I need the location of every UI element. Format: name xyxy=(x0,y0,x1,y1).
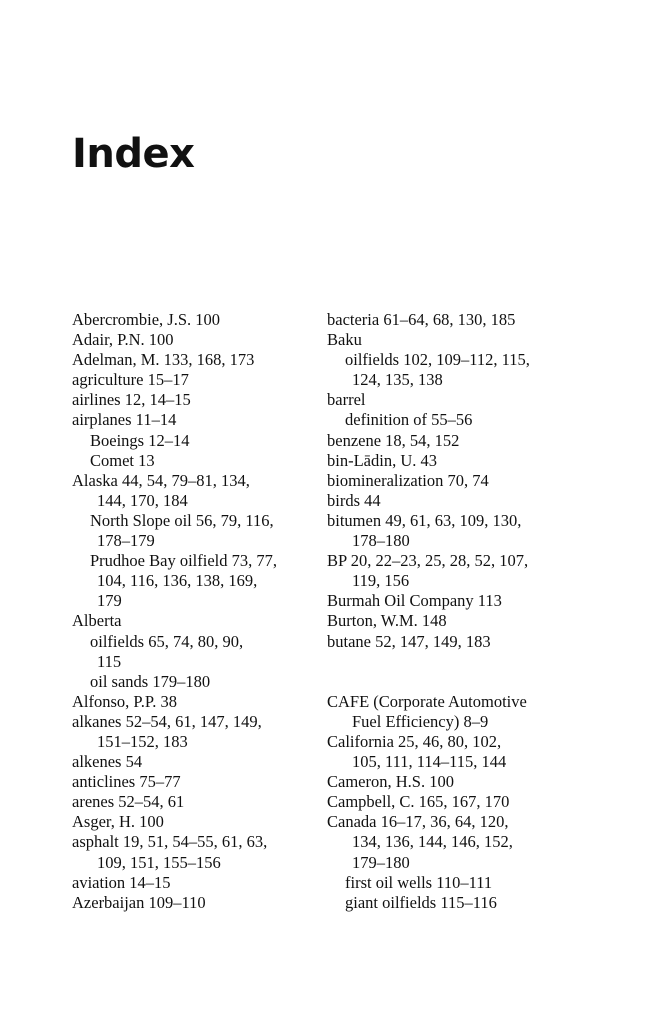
index-entry: biomineralization 70, 74 xyxy=(327,470,489,490)
index-subentry: first oil wells 110–111 xyxy=(345,872,493,892)
index-column-right xyxy=(327,310,577,913)
index-entry: barrel xyxy=(327,390,366,410)
index-entry: California 25, 46, 80, 102, xyxy=(327,731,502,751)
index-entry: aviation 14–15 xyxy=(72,872,171,892)
index-entry: butane 52, 147, 149, 183 xyxy=(327,631,491,651)
index-subentry: Comet 13 xyxy=(90,450,155,470)
index-entry: birds 44 xyxy=(327,490,381,510)
index-subentry-continuation: 178–179 xyxy=(97,531,155,551)
index-subentry: definition of 55–56 xyxy=(345,410,473,430)
index-subentry: oil sands 179–180 xyxy=(90,671,211,691)
index-entry: Baku xyxy=(327,330,362,350)
index-entry: Abercrombie, J.S. 100 xyxy=(72,310,221,329)
letter-group-gap xyxy=(327,652,577,692)
index-entry: Canada 16–17, 36, 64, 120, xyxy=(327,812,509,832)
index-entry: Campbell, C. 165, 167, 170 xyxy=(327,792,510,812)
index-subentry: oilfields 65, 74, 80, 90, xyxy=(90,631,244,651)
index-subentry: North Slope oil 56, 79, 116, xyxy=(90,510,274,530)
index-entry: anticlines 75–77 xyxy=(72,772,181,792)
index-subentry: oilfields 102, 109–112, 115, xyxy=(345,350,530,370)
index-column-left xyxy=(72,310,312,913)
index-entry: benzene 18, 54, 152 xyxy=(327,430,460,450)
index-entry: arenes 52–54, 61 xyxy=(72,792,185,812)
index-entry: alkenes 54 xyxy=(72,752,143,772)
index-entry: Burton, W.M. 148 xyxy=(327,611,447,631)
index-entry: bitumen 49, 61, 63, 109, 130, xyxy=(327,510,522,530)
index-entry: Alaska 44, 54, 79–81, 134, xyxy=(72,470,250,490)
index-entry: Asger, H. 100 xyxy=(72,812,164,832)
index-entry: Adelman, M. 133, 168, 173 xyxy=(72,350,255,370)
index-entry: CAFE (Corporate Automotive xyxy=(327,691,527,711)
index-subentry: Prudhoe Bay oilfield 73, 77, xyxy=(90,551,277,571)
index-subentry-continuation: 124, 135, 138 xyxy=(352,370,443,390)
index-subentry-continuation: 104, 116, 136, 138, 169, xyxy=(97,571,258,591)
index-entry-continuation: 105, 111, 114–115, 144 xyxy=(352,752,507,772)
index-entry: Alfonso, P.P. 38 xyxy=(72,691,177,711)
index-entry: bacteria 61–64, 68, 130, 185 xyxy=(327,310,516,329)
index-entry: airlines 12, 14–15 xyxy=(72,390,191,410)
index-entry: BP 20, 22–23, 25, 28, 52, 107, xyxy=(327,551,529,571)
index-subentry: Boeings 12–14 xyxy=(90,430,190,450)
index-entry-continuation: 109, 151, 155–156 xyxy=(97,852,221,872)
index-entry: agriculture 15–17 xyxy=(72,370,189,390)
index-entry: Burmah Oil Company 113 xyxy=(327,591,502,611)
index-entry: Azerbaijan 109–110 xyxy=(72,892,206,912)
index-entry: alkanes 52–54, 61, 147, 149, xyxy=(72,711,262,731)
page-title: Index xyxy=(72,131,195,177)
index-entry: bin-Lādin, U. 43 xyxy=(327,450,437,470)
index-entry-continuation: 134, 136, 144, 146, 152, xyxy=(352,832,513,852)
index-entry: airplanes 11–14 xyxy=(72,410,177,430)
index-subentry-continuation: 179 xyxy=(97,591,122,611)
index-entry: asphalt 19, 51, 54–55, 61, 63, xyxy=(72,832,268,852)
index-entry-continuation: 151–152, 183 xyxy=(97,731,188,751)
index-entry-continuation: 144, 170, 184 xyxy=(97,490,188,510)
index-entry: Alberta xyxy=(72,611,122,631)
index-entry-continuation: Fuel Efficiency) 8–9 xyxy=(352,711,489,731)
index-entry: Cameron, H.S. 100 xyxy=(327,772,454,792)
index-entry-continuation: 178–180 xyxy=(352,531,410,551)
index-entry-continuation: 119, 156 xyxy=(352,571,410,591)
index-entry: Adair, P.N. 100 xyxy=(72,330,174,350)
index-subentry-continuation: 115 xyxy=(97,651,122,671)
index-entry-continuation: 179–180 xyxy=(352,852,410,872)
index-subentry: giant oilfields 115–116 xyxy=(345,892,497,912)
